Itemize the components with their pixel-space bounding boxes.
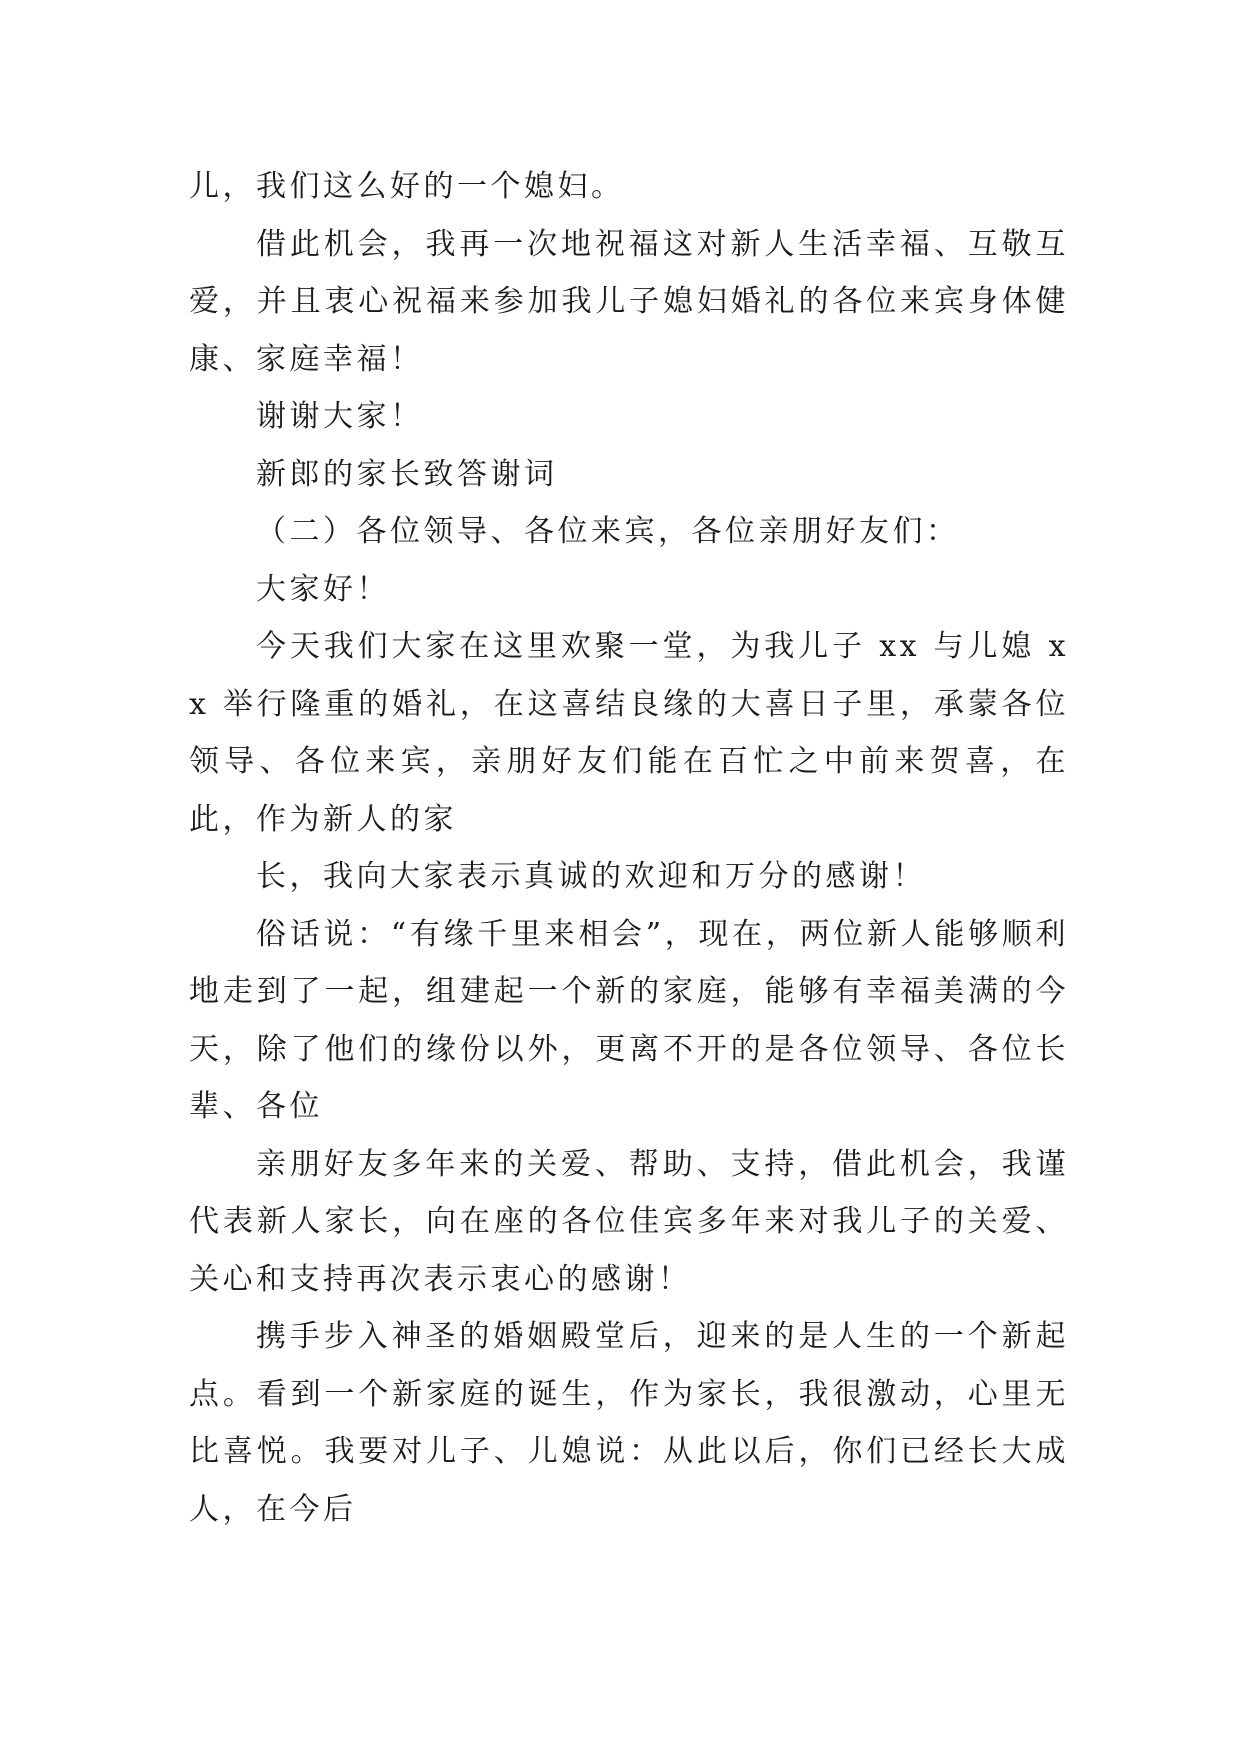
document-body: [189, 158, 1069, 1538]
salutation: （二）各位领导、各位来宾，各位亲朋好友们：: [256, 514, 960, 549]
section-heading: 新郎的家长致答谢词: [256, 456, 558, 492]
paragraph: 长，我向大家表示真诚的欢迎和万分的感谢！: [256, 859, 926, 894]
paragraph: 携手步入神圣的婚姻殿堂后，迎来的是人生的一个新起点。看到一个新家庭的诞生，作为家长，我很激动，心里无比喜悦。我要对儿子、儿媳说：从此以后，你们已经长大成人，在今后: [189, 1319, 1069, 1527]
paragraph: 借此机会，我再一次地祝福这对新人生活幸福、互敬互爱，并且衷心祝福来参加我儿子媳妇婚礼的各位来宾身体健康、家庭幸福！: [189, 226, 1069, 377]
paragraph: 儿，我们这么好的一个媳妇。: [189, 169, 625, 204]
paragraph: 今天我们大家在这里欢聚一堂，为我儿子 xx 与儿媳 xx 举行隆重的婚礼，在这喜结良缘的大喜日子里，承蒙各位领导、各位来宾，亲朋好友们能在百忙之中前来贺喜，在此，作为新人的家: [189, 629, 1069, 837]
greeting: 大家好！: [256, 571, 390, 607]
paragraph: 谢谢大家！: [256, 399, 424, 434]
paragraph: 亲朋好友多年来的关爱、帮助、支持，借此机会，我谨代表新人家长，向在座的各位佳宾多年来对我儿子的关爱、关心和支持再次表示衷心的感谢！: [189, 1146, 1069, 1297]
paragraph: 俗话说：“有缘千里来相会”，现在，两位新人能够顺利地走到了一起，组建起一个新的家庭，能够有幸福美满的今天，除了他们的缘份以外，更离不开的是各位领导、各位长辈、各位: [189, 916, 1069, 1124]
